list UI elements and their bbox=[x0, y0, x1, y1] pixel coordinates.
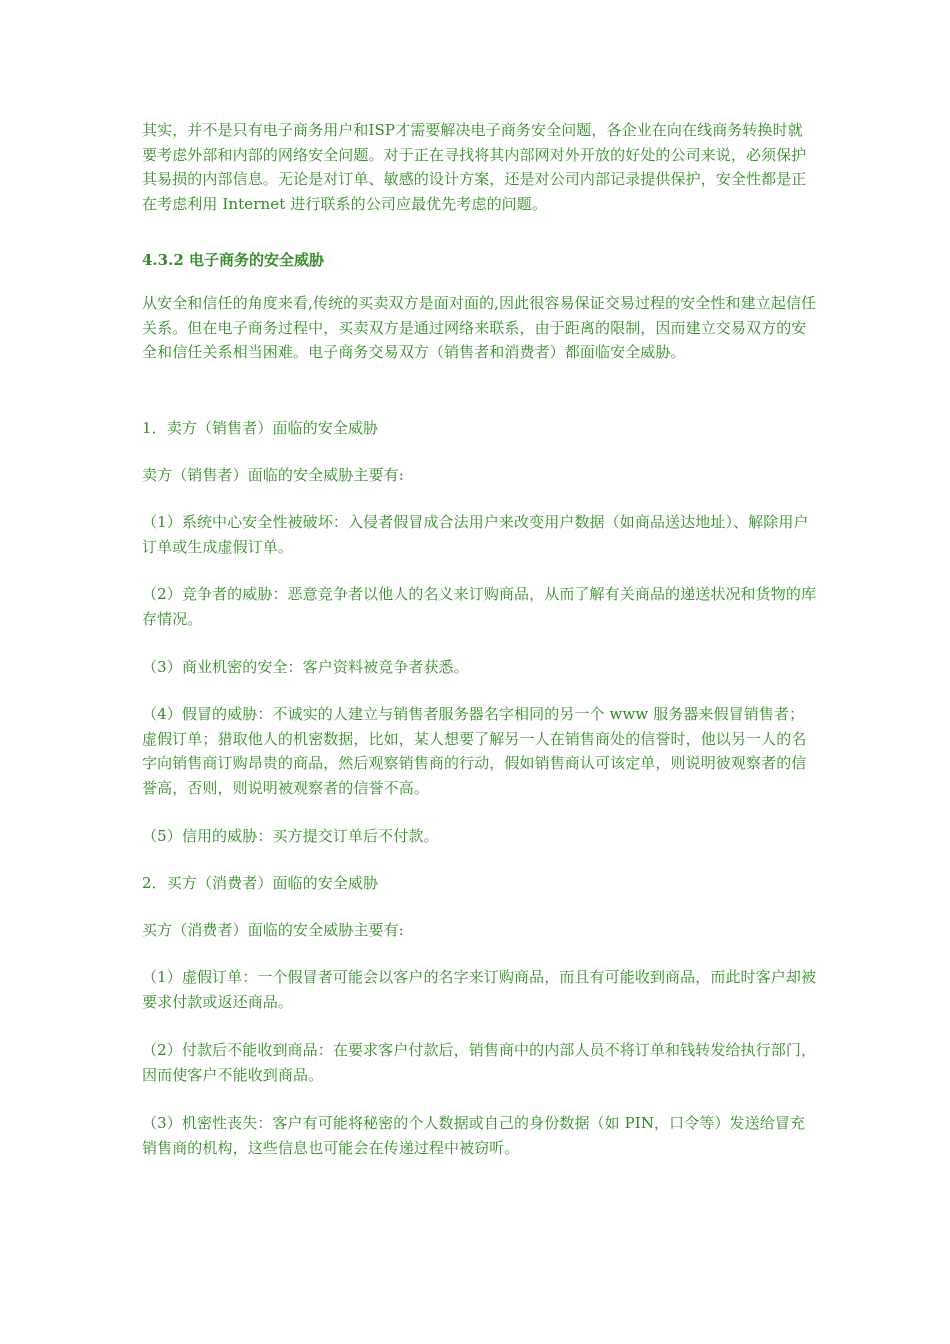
seller-item-2: （2）竞争者的威胁：恶意竞争者以他人的名义来订购商品，从而了解有关商品的递送状况和货物的库存情况。 bbox=[142, 585, 817, 628]
section-intro-paragraph: 从安全和信任的角度来看,传统的买卖双方是面对面的,因此很容易保证交易过程的安全性和建立起信任关系。但在电子商务过程中，买卖双方是通过网络来联系，由于距离的限制，因而建立交易双方的安全和信任关系相当困难。电子商务交易双方（销售者和消费者）都面临安全威胁。 bbox=[142, 294, 817, 361]
buyer-item-2: （2）付款后不能收到商品：在要求客户付款后，销售商中的内部人员不将订单和钱转发给执行部门，因而使客户不能收到商品。 bbox=[142, 1041, 817, 1084]
seller-item-3: （3）商业机密的安全：客户资料被竞争者获悉。 bbox=[142, 658, 469, 676]
buyer-lead: 买方（消费者）面临的安全威胁主要有: bbox=[142, 921, 404, 939]
section-heading: 4.3.2 电子商务的安全威胁 bbox=[142, 251, 324, 269]
buyer-item-3: （3）机密性丧失：客户有可能将秘密的个人数据或自己的身份数据（如 PIN，口令等）发送给冒充销售商的机构，这些信息也可能会在传递过程中被窃听。 bbox=[142, 1114, 806, 1157]
seller-item-1: （1）系统中心安全性被破坏：入侵者假冒成合法用户来改变用户数据（如商品送达地址）、解除用户订单或生成虚假订单。 bbox=[142, 513, 809, 556]
buyer-heading: 2．买方（消费者）面临的安全威胁 bbox=[142, 874, 379, 892]
seller-item-4: （4）假冒的威胁：不诚实的人建立与销售者服务器名字相同的另一个 www 服务器来假冒销售者；虚假订单；猎取他人的机密数据，比如，某人想要了解另一人在销售商处的信誉时，他以另一人的名字向销售商订购昂贵的商品，然后观察销售商的行动，假如销售商认可该定单，则说明彼观察者的信誉高，否则，则说明被观察者的信誉不高。 bbox=[142, 705, 807, 797]
intro-paragraph: 其实，并不是只有电子商务用户和ISP才需要解决电子商务安全问题，各企业在向在线商务转换时就要考虑外部和内部的网络安全问题。对于正在寻找将其内部网对外开放的好处的公司来说，必须保护其易损的内部信息。无论是对订单、敏感的设计方案，还是对公司内部记录提供保护，安全性都是正在考虑利用 Internet 进行联系的公司应最优先考虑的问题。 bbox=[142, 121, 807, 213]
seller-item-5: （5）信用的威胁：买方提交订单后不付款。 bbox=[142, 827, 439, 845]
seller-heading: 1．卖方（销售者）面临的安全威胁 bbox=[142, 419, 379, 437]
buyer-item-1: （1）虚假订单：一个假冒者可能会以客户的名字来订购商品，而且有可能收到商品，而此时客户却被要求付款或返还商品。 bbox=[142, 968, 817, 1011]
seller-lead: 卖方（销售者）面临的安全威胁主要有: bbox=[142, 466, 404, 484]
